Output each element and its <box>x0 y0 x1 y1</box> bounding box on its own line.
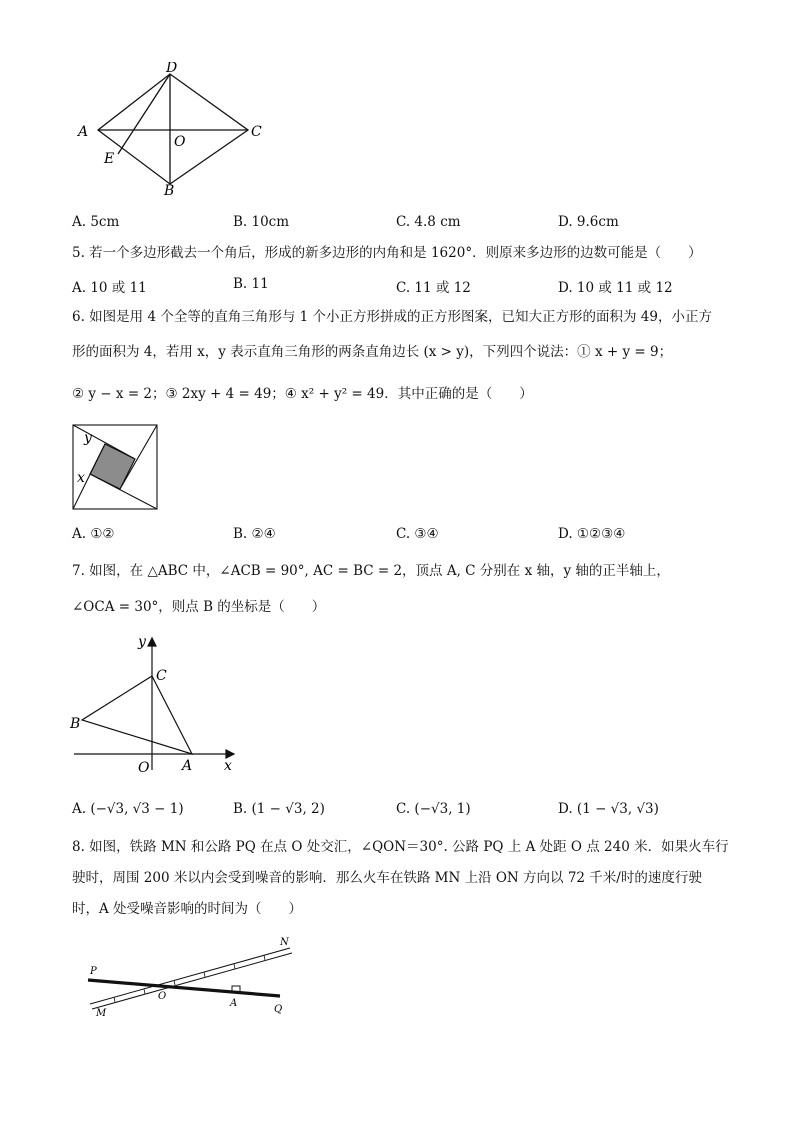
label-y: y <box>84 430 92 446</box>
label-A: A <box>230 998 238 1009</box>
square-pattern-figure <box>72 424 160 512</box>
label-E: E <box>104 151 115 167</box>
q8-line3: 时，A 处受噪音影响的时间为（ ） <box>72 901 303 917</box>
q5-option-a: A. 10 或 11 <box>72 280 147 296</box>
label-O: O <box>138 760 150 776</box>
label-N: N <box>280 937 289 948</box>
q4-option-c: C. 4.8 cm <box>396 214 461 230</box>
label-P: P <box>90 966 97 977</box>
label-M: M <box>96 1008 107 1019</box>
q6-option-c: C. ③④ <box>396 526 439 542</box>
q7-line2: ∠OCA = 30°，则点 B 的坐标是（ ） <box>72 599 326 615</box>
label-O: O <box>174 134 186 150</box>
label-O: O <box>158 991 167 1002</box>
q6-line2: 形的面积为 4，若用 x，y 表示直角三角形的两条直角边长 (x > y)，下列四个说法：① x + y = 9； <box>72 344 673 360</box>
q7-option-a: A. (−√3, √3 − 1) <box>72 801 184 817</box>
railway-road-figure <box>84 934 304 1020</box>
q8-line2: 驶时，周围 200 米以内会受到噪音的影响．那么火车在铁路 MN 上沿 ON 方向以 72 千米/时的速度行驶 <box>72 870 702 886</box>
q8-line1: 8. 如图，铁路 MN 和公路 PQ 在点 O 处交汇，∠QON＝30°. 公路 PQ 上 A 处距 O 点 240 米．如果火车行 <box>72 839 729 855</box>
label-C: C <box>251 124 262 140</box>
q5-stem: 5. 若一个多边形截去一个角后，形成的新多边形的内角和是 1620°．则原来多边形的边数可能是（ ） <box>72 245 702 261</box>
q6-line3: ② y − x = 2；③ 2xy + 4 = 49；④ x² + y² = 49．其中正确的是（ ） <box>72 386 533 402</box>
label-axis-y: y <box>138 634 146 650</box>
label-A: A <box>182 758 193 774</box>
label-B: B <box>164 183 175 199</box>
q7-option-b: B. (1 − √3, 2) <box>233 801 325 817</box>
label-D: D <box>166 62 178 76</box>
q5-option-d: D. 10 或 11 或 12 <box>558 280 673 296</box>
label-axis-x: x <box>224 758 232 774</box>
label-Q: Q <box>274 1004 283 1015</box>
q4-option-d: D. 9.6cm <box>558 214 619 230</box>
q6-line1: 6. 如图是用 4 个全等的直角三角形与 1 个小正方形拼成的正方形图案，已知大正方形的面积为 49，小正方 <box>72 309 712 325</box>
q4-option-b: B. 10cm <box>233 214 290 230</box>
coordinate-figure <box>68 630 248 780</box>
label-A: A <box>78 124 89 140</box>
q6-option-d: D. ①②③④ <box>558 526 626 542</box>
q7-option-d: D. (1 − √3, √3) <box>558 801 659 817</box>
q7-option-c: C. (−√3, 1) <box>396 801 471 817</box>
rhombus-figure <box>70 62 270 202</box>
q5-option-c: C. 11 或 12 <box>396 280 471 296</box>
q6-option-b: B. ②④ <box>233 526 276 542</box>
q5-option-b: B. 11 <box>233 276 269 292</box>
q7-line1: 7. 如图，在 △ABC 中，∠ACB = 90°, AC = BC = 2，顶点 A, C 分别在 x 轴，y 轴的正半轴上， <box>72 563 670 579</box>
q4-option-a: A. 5cm <box>72 214 120 230</box>
label-B: B <box>70 716 81 732</box>
label-x: x <box>77 470 85 486</box>
label-C: C <box>156 668 167 684</box>
q6-option-a: A. ①② <box>72 526 115 542</box>
